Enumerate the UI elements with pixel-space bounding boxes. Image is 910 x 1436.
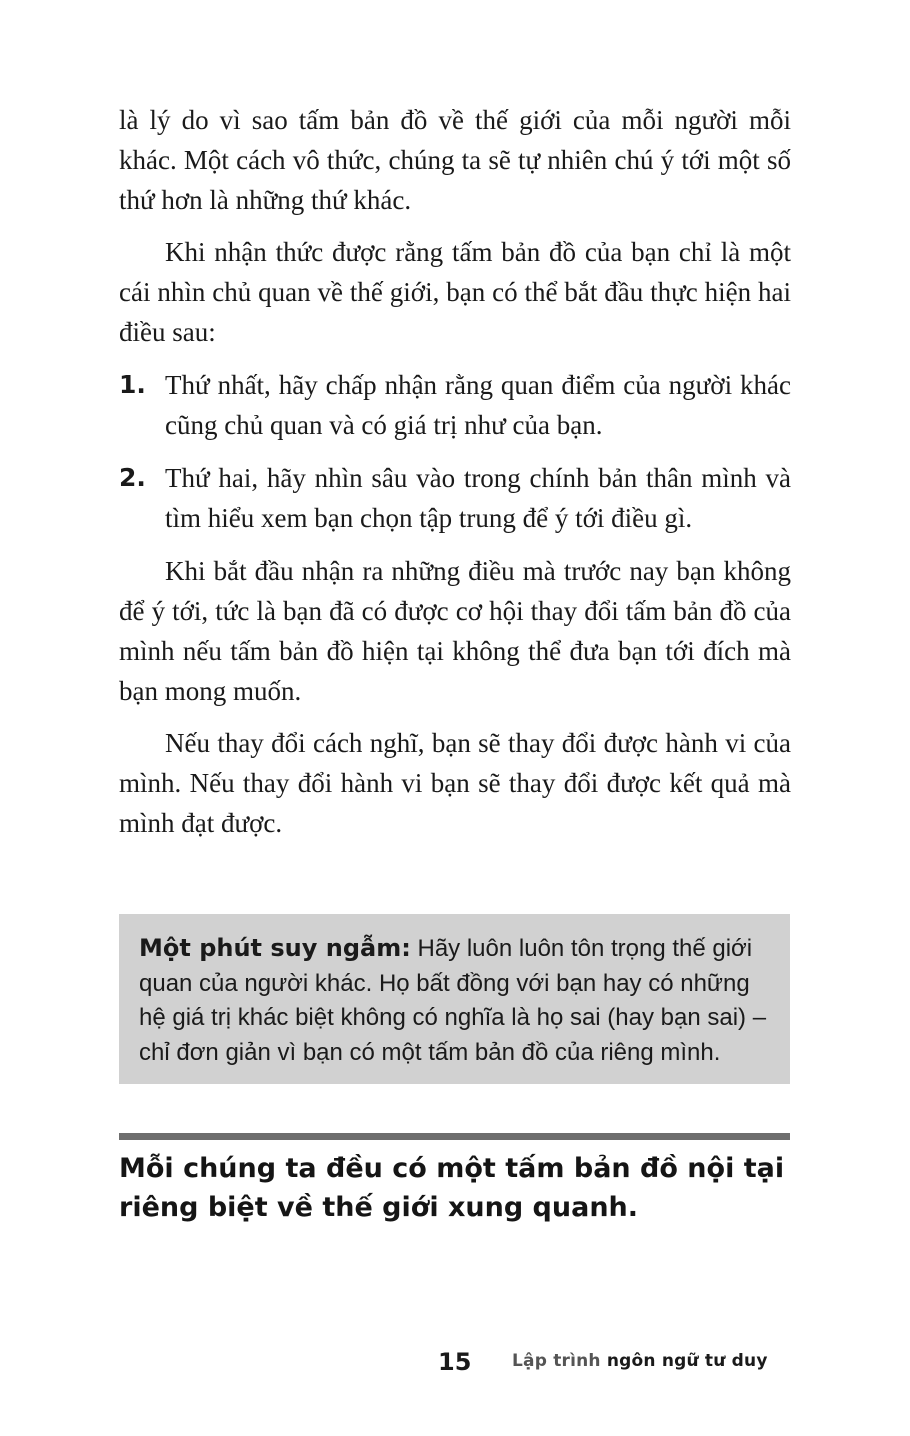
- callout-label: Một phút suy ngẫm:: [139, 934, 411, 962]
- list-number: 1.: [119, 370, 146, 399]
- book-title-part2: ngôn ngữ tư duy: [606, 1351, 768, 1371]
- paragraph-noticing: Khi bắt đầu nhận ra những điều mà trước nay bạn không để ý tới, tức là bạn đã có được cơ hội thay đổi tấm bản đồ của mình nếu tấm bản đồ hiện tại không thể đưa bạn tới đích mà bạn mong muốn.: [119, 556, 791, 706]
- callout-text: Hãy luôn luôn tôn trọng thế giới quan của người khác. Họ bất đồng với bạn hay có những hệ giá trị khác biệt không có nghĩa là họ sai (hay bạn sai) – chỉ đơn giản vì bạn có một tấm bản đồ của riêng mình.: [139, 935, 767, 1066]
- pull-quote: Mỗi chúng ta đều có một tấm bản đồ nội tại riêng biệt về thế giới xung quanh.: [119, 1153, 785, 1223]
- book-title-part1: Lập trình: [512, 1351, 601, 1371]
- page-number: 15: [438, 1348, 472, 1376]
- paragraph-intro-two-things: Khi nhận thức được rằng tấm bản đồ của bạn chỉ là một cái nhìn chủ quan về thế giới, bạn có thể bắt đầu thực hiện hai điều sau:: [119, 237, 791, 347]
- paragraph-change-thinking: Nếu thay đổi cách nghĩ, bạn sẽ thay đổi được hành vi của mình. Nếu thay đổi hành vi bạn sẽ thay đổi được kết quả mà mình đạt được.: [119, 728, 791, 838]
- section-divider: [119, 1133, 790, 1140]
- running-footer-book-title: [512, 1351, 768, 1371]
- list-item-second: [119, 458, 791, 538]
- list-item-first: [119, 365, 791, 445]
- list-text: Thứ nhất, hãy chấp nhận rằng quan điểm của người khác cũng chủ quan và có giá trị như của bạn.: [165, 370, 791, 440]
- list-number: 2.: [119, 463, 146, 492]
- reflection-callout-box: [119, 914, 790, 1084]
- list-text: Thứ hai, hãy nhìn sâu vào trong chính bản thân mình và tìm hiểu xem bạn chọn tập trung để ý tới điều gì.: [165, 463, 791, 533]
- paragraph-continuation: là lý do vì sao tấm bản đồ về thế giới của mỗi người mỗi khác. Một cách vô thức, chúng ta sẽ tự nhiên chú ý tới một số thứ hơn là những thứ khác.: [119, 105, 791, 215]
